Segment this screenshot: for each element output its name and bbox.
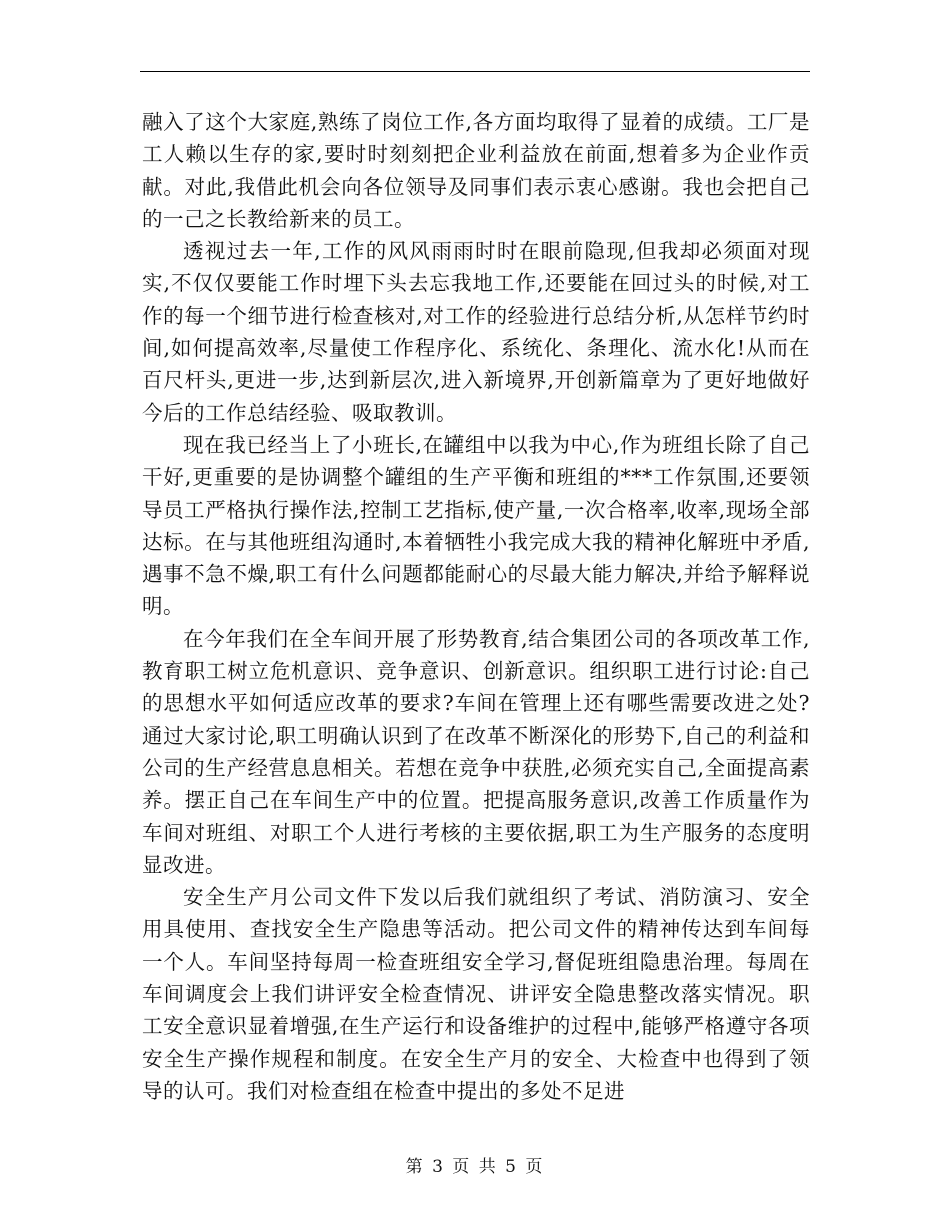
header-rule <box>140 71 810 72</box>
page-footer: 第 3 页 共 5 页 <box>405 1157 545 1177</box>
paragraph-4: 在今年我们在全车间开展了形势教育,结合集团公司的各项改革工作,教育职工树立危机意识、竞争意识、创新意识。组织职工进行讨论:自己的思想水平如何适应改革的要求?车间在管理上还有哪些需要改进之处?通过大家讨论,职工明确认识到了在改革不断深化的形势下,自己的利益和公司的生产经营息息相关。若想在竞争中获胜,必须充实自己,全面提高素养。摆正自己在车间生产中的位置。把提高服务意识,改善工作质量作为车间对班组、对职工个人进行考核的主要依据,职工为生产服务的态度明显改进。 <box>142 626 810 877</box>
paragraph-1: 融入了这个大家庭,熟练了岗位工作,各方面均取得了显着的成绩。工厂是工人赖以生存的家,要时时刻刻把企业利益放在前面,想着多为企业作贡献。对此,我借此机会向各位领导及同事们表示衷心感谢。我也会把自己的一己之长教给新来的员工。 <box>142 110 810 231</box>
paragraph-2: 透视过去一年,工作的风风雨雨时时在眼前隐现,但我却必须面对现实,不仅仅要能工作时埋下头去忘我地工作,还要能在回过头的时候,对工作的每一个细节进行检查核对,对工作的经验进行总结分析,从怎样节约时间,如何提高效率,尽量使工作程序化、系统化、条理化、流水化!从而在百尺杆头,更进一步,达到新层次,进入新境界,开创新篇章为了更好地做好今后的工作总结经验、吸取教训。 <box>142 239 810 425</box>
paragraph-5: 安全生产月公司文件下发以后我们就组织了考试、消防演习、安全用具使用、查找安全生产隐患等活动。把公司文件的精神传达到车间每一个人。车间坚持每周一检查班组安全学习,督促班组隐患治理。每周在车间调度会上我们讲评安全检查情况、讲评安全隐患整改落实情况。职工安全意识显着增强,在生产运行和设备维护的过程中,能够严格遵守各项安全生产操作规程和制度。在安全生产月的安全、大检查中也得到了领导的认可。我们对检查组在检查中提出的多处不足进 <box>142 885 810 1103</box>
paragraph-3: 现在我已经当上了小班长,在罐组中以我为中心,作为班组长除了自己干好,更重要的是协调整个罐组的生产平衡和班组的***工作氛围,还要领导员工严格执行操作法,控制工艺指标,使产量,一次合格率,收率,现场全部达标。在与其他班组沟通时,本着牺牲小我完成大我的精神化解班中矛盾,遇事不急不燥,职工有什么问题都能耐心的尽最大能力解决,并给予解释说明。 <box>142 432 810 619</box>
body-text <box>142 106 810 1107</box>
